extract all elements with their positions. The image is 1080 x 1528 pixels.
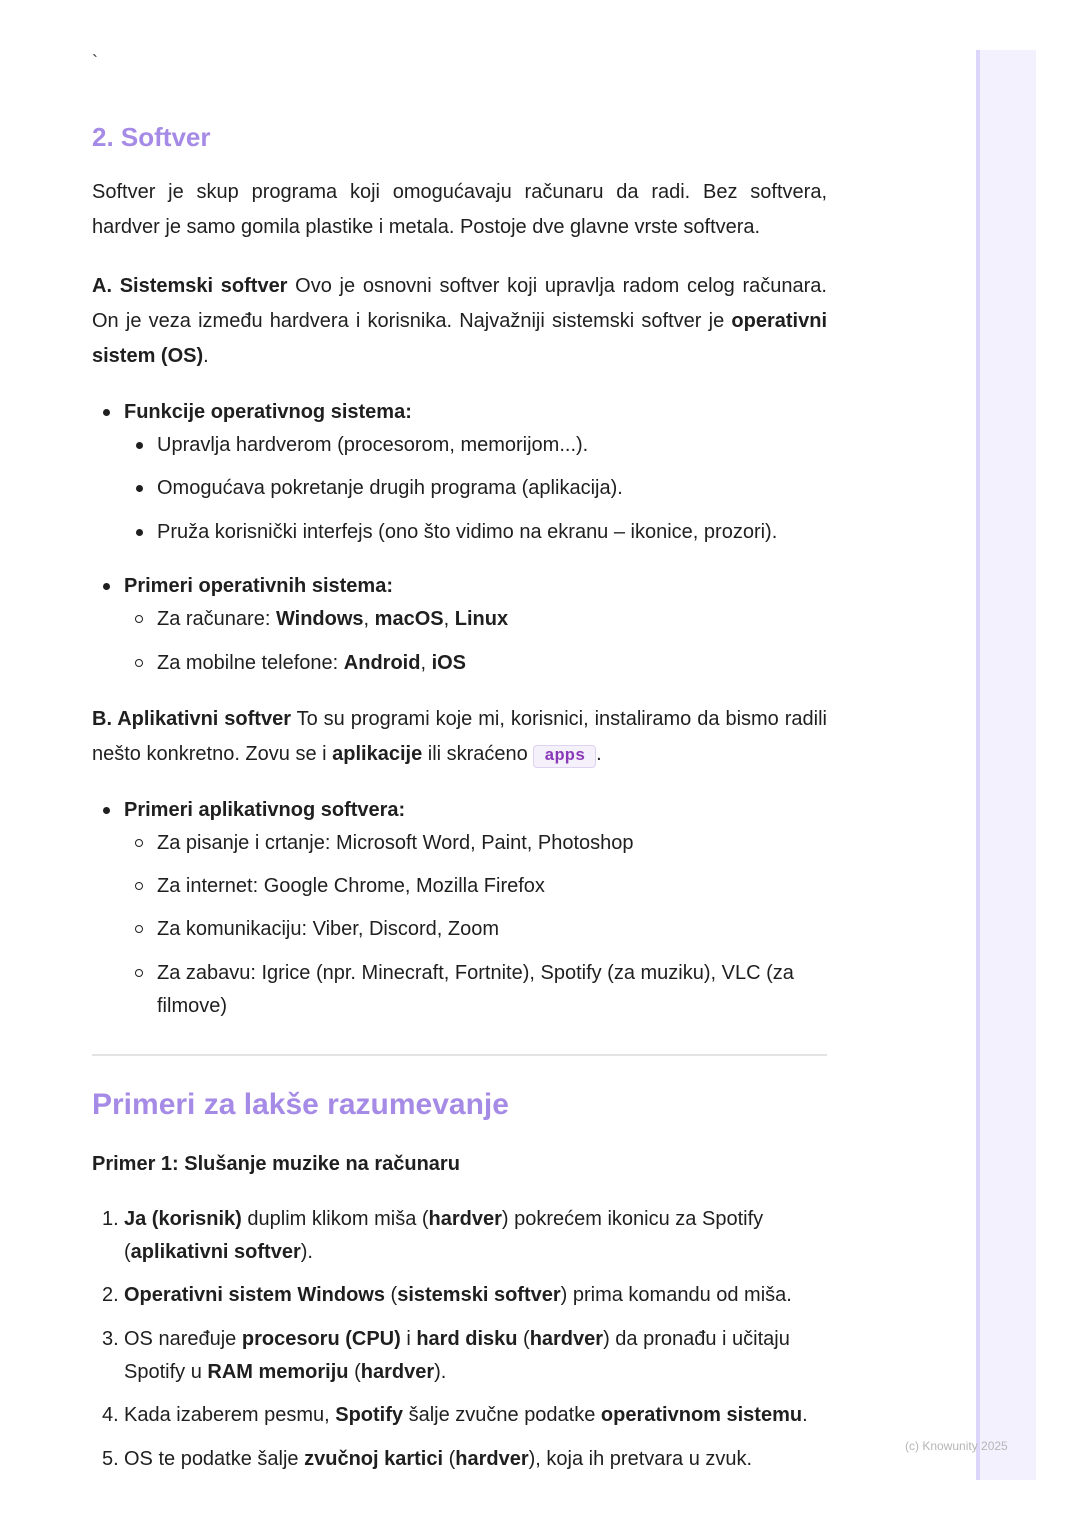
section-heading-softver: 2. Softver [92, 122, 211, 152]
list-item-os-functions: Funkcije operativnog sistema: [124, 396, 827, 429]
app-software-lead: B. Aplikativni softver [92, 708, 291, 730]
step-item: 2. Operativni sistem Windows (sistemski softver) prima komandu od miša. [102, 1284, 792, 1306]
list-item: Omogućava pokretanje drugih programa (aplikacija). [157, 472, 827, 505]
os-term: operativni sistem (OS) [92, 310, 827, 367]
side-panel [976, 50, 1036, 1480]
list-item: Upravlja hardverom (procesorom, memorijom...). [157, 429, 827, 462]
example-1-title: Primer 1: Slušanje muzike na računaru [92, 1153, 460, 1175]
divider [92, 1054, 827, 1056]
list-item: Za pisanje i crtanje: Microsoft Word, Paint, Photoshop [157, 827, 827, 860]
list-item: Za zabavu: Igrice (npr. Minecraft, Fortnite), Spotify (za muziku), VLC (za filmove) [157, 957, 827, 1023]
step-item: 1. Ja (korisnik) duplim klikom miša (hardver) pokrećem ikonicu za Spotify (aplikativni softver). [102, 1208, 764, 1263]
stray-backtick: ` [92, 52, 98, 72]
section-heading-examples: Primeri za lakše razumevanje [92, 1088, 509, 1121]
copyright-footer: (c) Knowunity 2025 [905, 1439, 1008, 1453]
list-item: Pruža korisnički interfejs (ono što vidimo na ekranu – ikonice, prozori). [157, 516, 827, 549]
step-item: 3. OS naređuje procesoru (CPU) i hard disku (hardver) da pronađu i učitaju Spotify u RAM memoriju (hardver). [102, 1328, 790, 1383]
step-item: 4. Kada izaberem pesmu, Spotify šalje zvučne podatke operativnom sistemu. [102, 1404, 808, 1426]
list-item-mobile: Za mobilne telefone: Android, iOS [157, 647, 827, 680]
list-item-app-examples: Primeri aplikativnog softvera: [124, 794, 827, 827]
apps-code-tag: apps [533, 745, 596, 768]
list-item-computers: Za računare: Windows, macOS, Linux [157, 603, 827, 636]
list-item: Za komunikaciju: Viber, Discord, Zoom [157, 913, 827, 946]
system-software-paragraph: A. Sistemski softver Ovo je osnovni softver koji upravlja radom celog računara. On je veza između hardvera i korisnika. Najvažniji sistemski softver je operativni sistem (OS). [92, 275, 827, 367]
list-item: Za internet: Google Chrome, Mozilla Firefox [157, 870, 827, 903]
app-software-paragraph: B. Aplikativni softver To su programi koje mi, korisnici, instaliramo da bismo radili nešto konkretno. Zovu se i aplikacije ili skraćeno apps . [92, 708, 827, 766]
list-item-os-examples: Primeri operativnih sistema: [124, 570, 827, 603]
system-software-lead: A. Sistemski softver [92, 275, 288, 297]
step-item: 5. OS te podatke šalje zvučnoj kartici (hardver), koja ih pretvara u zvuk. [102, 1448, 753, 1470]
intro-paragraph: Softver je skup programa koji omogućavaju računaru da radi. Bez softvera, hardver je samo gomila plastike i metala. Postoje dve glavne vrste softvera. [92, 181, 827, 238]
